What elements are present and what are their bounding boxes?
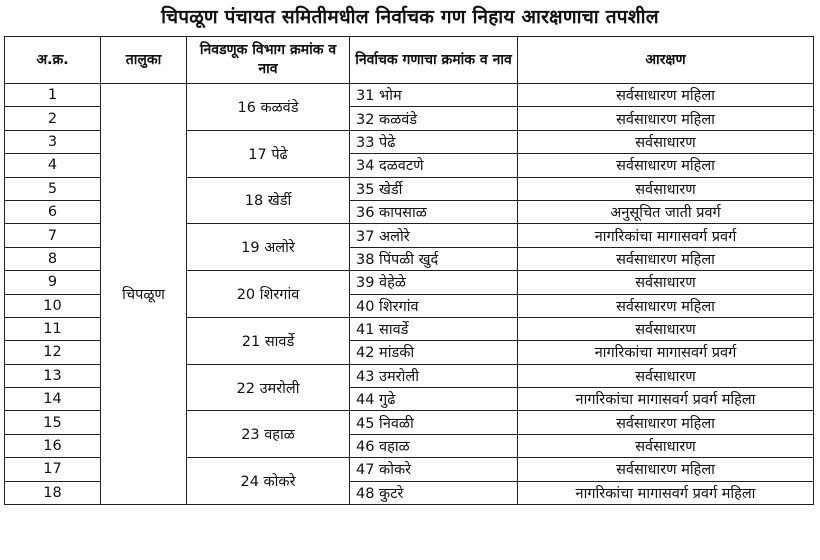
sr-cell: 4: [5, 154, 101, 177]
gan-cell: 33 पेढे: [350, 130, 518, 153]
reservation-cell: अनुसूचित जाती प्रवर्ग: [518, 200, 814, 223]
reservation-cell: नागरिकांचा मागासवर्ग प्रवर्ग महिला: [518, 481, 814, 504]
reservation-cell: सर्वसाधारण: [518, 434, 814, 457]
taluka-cell: चिपळूण: [101, 84, 187, 505]
gan-cell: 31 भोम: [350, 84, 518, 107]
gan-cell: 41 सावर्डे: [350, 317, 518, 340]
gan-cell: 32 कळवंडे: [350, 107, 518, 130]
gan-cell: 34 दळवटणे: [350, 154, 518, 177]
header-gan: [350, 37, 518, 84]
reservation-cell: सर्वसाधारण: [518, 271, 814, 294]
sr-cell: 3: [5, 130, 101, 153]
gan-cell: 37 अलोरे: [350, 224, 518, 247]
division-cell: 23 वहाळ: [187, 411, 350, 458]
gan-cell: 40 शिरगांव: [350, 294, 518, 317]
reservation-cell: सर्वसाधारण: [518, 177, 814, 200]
reservation-cell: सर्वसाधारण महिला: [518, 154, 814, 177]
reservation-table: [4, 36, 814, 505]
sr-cell: 13: [5, 364, 101, 387]
gan-cell: 44 गुढे: [350, 388, 518, 411]
header-gan-text: निर्वाचक गणाचा क्रमांक व नाव: [355, 51, 512, 68]
reservation-cell: सर्वसाधारण महिला: [518, 458, 814, 481]
gan-cell: 45 निवळी: [350, 411, 518, 434]
header-division: [187, 37, 350, 84]
gan-cell: 48 कुटरे: [350, 481, 518, 504]
gan-cell: 35 खेर्डी: [350, 177, 518, 200]
division-cell: 21 सावर्डे: [187, 317, 350, 364]
division-cell: 20 शिरगांव: [187, 271, 350, 318]
header-division-text: निवडणूक विभाग क्रमांक व नाव: [199, 42, 337, 77]
division-cell: 16 कळवंडे: [187, 84, 350, 131]
reservation-cell: नागरिकांचा मागासवर्ग प्रवर्ग: [518, 224, 814, 247]
reservation-cell: सर्वसाधारण: [518, 317, 814, 340]
sr-cell: 12: [5, 341, 101, 364]
division-cell: 18 खेर्डी: [187, 177, 350, 224]
gan-cell: 42 मांडकी: [350, 341, 518, 364]
reservation-cell: सर्वसाधारण महिला: [518, 107, 814, 130]
reservation-cell: सर्वसाधारण महिला: [518, 294, 814, 317]
header-reservation: आरक्षण: [518, 37, 814, 84]
table-row: [5, 84, 814, 107]
gan-cell: 38 पिंपळी खुर्द: [350, 247, 518, 270]
gan-cell: 46 वहाळ: [350, 434, 518, 457]
sr-cell: 18: [5, 481, 101, 504]
header-taluka: तालुका: [101, 37, 187, 84]
sr-cell: 8: [5, 247, 101, 270]
sr-cell: 1: [5, 84, 101, 107]
reservation-cell: सर्वसाधारण महिला: [518, 411, 814, 434]
sr-cell: 6: [5, 200, 101, 223]
sr-cell: 2: [5, 107, 101, 130]
sr-cell: 9: [5, 271, 101, 294]
gan-cell: 39 वेहेळे: [350, 271, 518, 294]
sr-cell: 7: [5, 224, 101, 247]
header-sr-no: अ.क्र.: [5, 37, 101, 84]
gan-cell: 47 कोकरे: [350, 458, 518, 481]
division-cell: 22 उमरोली: [187, 364, 350, 411]
division-cell: 17 पेढे: [187, 130, 350, 177]
reservation-cell: सर्वसाधारण महिला: [518, 247, 814, 270]
sr-cell: 16: [5, 434, 101, 457]
reservation-cell: सर्वसाधारण: [518, 130, 814, 153]
table-header-row: [5, 37, 814, 84]
sr-cell: 5: [5, 177, 101, 200]
sr-cell: 11: [5, 317, 101, 340]
sr-cell: 10: [5, 294, 101, 317]
sr-cell: 14: [5, 388, 101, 411]
page-title: चिपळूण पंचायत समितीमधील निर्वाचक गण निहाय आरक्षणाचा तपशील: [161, 6, 659, 28]
reservation-cell: नागरिकांचा मागासवर्ग प्रवर्ग महिला: [518, 388, 814, 411]
gan-cell: 43 उमरोली: [350, 364, 518, 387]
division-cell: 24 कोकरे: [187, 458, 350, 505]
reservation-cell: नागरिकांचा मागासवर्ग प्रवर्ग: [518, 341, 814, 364]
sr-cell: 15: [5, 411, 101, 434]
reservation-cell: सर्वसाधारण: [518, 364, 814, 387]
reservation-cell: सर्वसाधारण महिला: [518, 84, 814, 107]
division-cell: 19 अलोरे: [187, 224, 350, 271]
gan-cell: 36 कापसाळ: [350, 200, 518, 223]
sr-cell: 17: [5, 458, 101, 481]
